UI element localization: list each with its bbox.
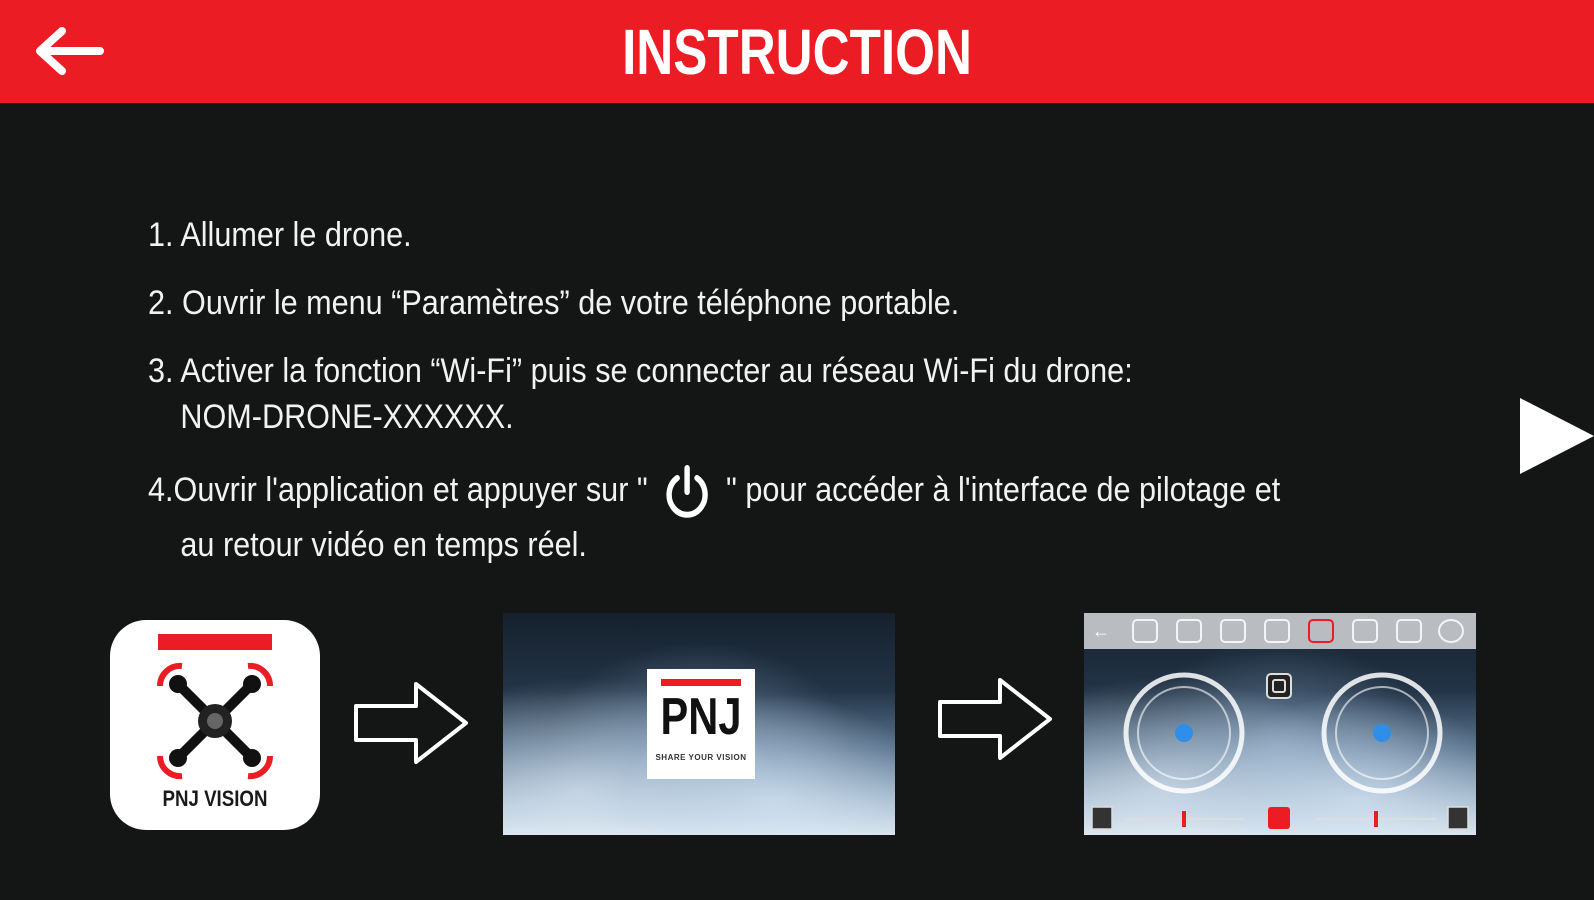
preview-video-icon bbox=[1176, 619, 1202, 643]
step-1 bbox=[148, 212, 1318, 258]
step-continuation: NOM-DRONE-XXXXXX. bbox=[180, 398, 514, 436]
outline-arrow-right-icon bbox=[352, 678, 472, 768]
splash-brand: PNJ bbox=[660, 688, 742, 746]
page-title: INSTRUCTION bbox=[622, 16, 972, 88]
preview-back-icon: ← bbox=[1092, 621, 1110, 641]
step-2 bbox=[148, 280, 1318, 326]
step-text: 2. Ouvrir le menu “Paramètres” de votre téléphone portable. bbox=[148, 284, 960, 322]
next-button[interactable] bbox=[1518, 396, 1594, 476]
app-icon-label: PNJ VISION bbox=[162, 786, 268, 811]
right-joystick-icon bbox=[1318, 669, 1446, 797]
header-bar bbox=[0, 0, 1594, 103]
preview-settings-icon bbox=[1438, 619, 1464, 643]
instruction-list bbox=[148, 212, 1318, 590]
splash-logo-red-bar bbox=[661, 679, 741, 686]
step-continuation: au retour vidéo en temps réel. bbox=[180, 526, 587, 564]
preview-photo-icon bbox=[1132, 619, 1158, 643]
back-button[interactable] bbox=[28, 20, 108, 82]
splash-screen-preview bbox=[503, 613, 895, 835]
preview-camera-switch-icon bbox=[1264, 671, 1294, 701]
splash-logo bbox=[647, 669, 755, 779]
preview-trim-bar bbox=[1084, 803, 1476, 835]
app-icon bbox=[110, 620, 320, 830]
drone-icon bbox=[150, 656, 280, 786]
step-4 bbox=[148, 462, 1318, 568]
app-icon-red-bar bbox=[158, 634, 272, 650]
preview-gravity-icon bbox=[1352, 619, 1378, 643]
outline-arrow-right-icon bbox=[936, 674, 1056, 764]
preview-folder-icon bbox=[1220, 619, 1246, 643]
step-text: " pour accéder à l'interface de pilotage et bbox=[725, 470, 1281, 509]
play-triangle-icon bbox=[1518, 396, 1594, 476]
power-icon bbox=[660, 462, 714, 522]
pilot-interface-preview bbox=[1084, 613, 1476, 835]
step-3 bbox=[148, 348, 1318, 440]
step-text: 4.Ouvrir l'application et appuyer sur " bbox=[148, 470, 648, 509]
step-text: 1. Allumer le drone. bbox=[148, 216, 412, 254]
back-arrow-icon bbox=[32, 26, 104, 76]
step-text: 3. Activer la fonction “Wi-Fi” puis se connecter au réseau Wi-Fi du drone: bbox=[148, 352, 1133, 390]
preview-altitude-icon bbox=[1308, 619, 1334, 643]
preview-on-icon bbox=[1396, 619, 1422, 643]
left-joystick-icon bbox=[1120, 669, 1248, 797]
preview-toolbar bbox=[1084, 613, 1476, 649]
splash-tagline: SHARE YOUR VISION bbox=[655, 753, 747, 762]
preview-speed-icon bbox=[1264, 619, 1290, 643]
